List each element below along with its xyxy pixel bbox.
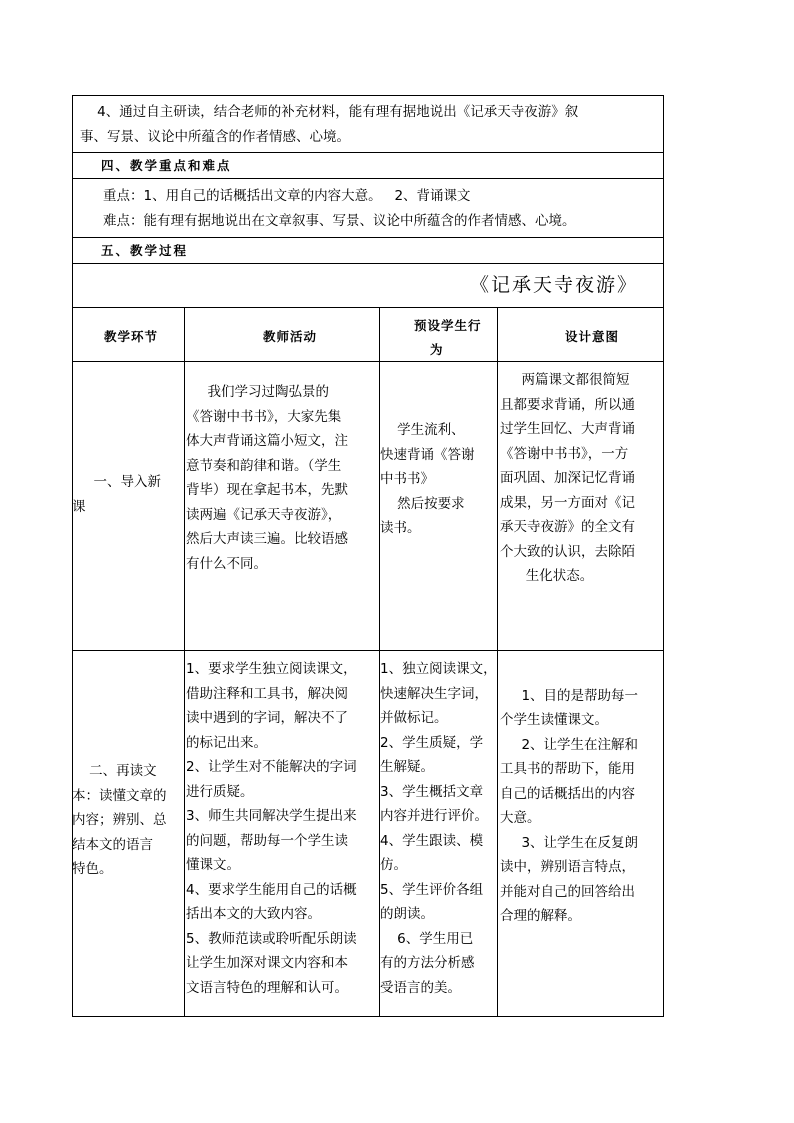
header-stage: 教学环节 (104, 329, 159, 344)
row2-student-line: 受语言的美。 (380, 979, 461, 996)
row2-teacher-line: 的标记出来。 (186, 734, 267, 751)
row2-design-intent (500, 659, 638, 929)
row1-intent-line: 面巩固、加深记忆背诵 (500, 470, 635, 486)
lesson-title: 《记承天寺夜游》 (470, 274, 639, 296)
row1-intent-line: 生化状态。 (500, 568, 594, 584)
row2-teacher-line: 读中遇到的字词，解决不了 (186, 710, 348, 726)
row1-teacher-line: 背毕）现在拿起书本，先默 (186, 482, 348, 498)
row1-intent-line: 过学生回忆、大声背诵 (500, 421, 635, 437)
teaching-focus: 重点：1、用自己的话概括出文章的内容大意。 2、背诵课文 (103, 188, 471, 204)
row2-student-line: 4、学生跟读、模 (380, 832, 484, 849)
row1-intent-line: 个大致的认识，去除陌 (500, 543, 635, 560)
row1-student-line: 学生流利、 (380, 422, 465, 438)
row1-teacher-activity (186, 380, 348, 576)
row1-teacher-line: 我们学习过陶弘景的 (186, 384, 329, 400)
row2-student-line: 仿。 (380, 857, 407, 873)
row2-intent-line: 自己的话概括出的内容 (500, 785, 635, 802)
row1-teacher-line: 意节奏和韵律和谐。（学生 (186, 457, 342, 474)
row2-intent-line (500, 659, 638, 684)
objective-4-line-2: 事、写景、议论中所蕴含的作者情感、心境。 (80, 129, 350, 145)
column-divider (184, 307, 185, 1017)
row2-teacher-line: 文语言特色的理解和认可。 (186, 979, 348, 996)
row1-teacher-line: 有什么不同。 (186, 555, 267, 572)
row1-stage-line: 课 (72, 498, 86, 515)
header-teacher-activity: 教师活动 (263, 329, 318, 344)
row2-teacher-line: 1、要求学生独立阅读课文， (186, 661, 357, 677)
header-design-intent: 设计意图 (565, 329, 620, 344)
row2-teacher-line: 5、教师范读或聆听配乐朗读 (186, 930, 357, 947)
row1-teacher-line: 读两遍《记承天寺夜游》， (186, 506, 342, 523)
row2-teacher-line: 懂课文。 (186, 857, 240, 873)
row2-student-line: 生解疑。 (380, 759, 434, 775)
row1-intent-line: 《答谢中书书》，一方 (500, 445, 629, 462)
row2-intent-line: 读中，辨别语言特点， (500, 859, 635, 875)
row2-stage-line: 特色。 (72, 861, 113, 877)
row2-student-line: 内容并进行评价。 (380, 808, 488, 824)
row1-student-line: 中书书》 (380, 471, 434, 487)
row1-teacher-line: 《答谢中书书》，大家先集 (186, 408, 342, 425)
row2-student-line: 1、独立阅读课文， (380, 661, 497, 677)
row2-student-line: 有的方法分析感 (380, 955, 475, 971)
teaching-difficulty: 难点：能有理有据地说出在文章叙事、写景、议论中所蕴含的作者情感、心境。 (103, 213, 576, 229)
row1-stage (72, 470, 161, 519)
row1-student-line: 读书。 (380, 520, 421, 536)
row1-intent-line: 且都要求背诵，所以通 (500, 396, 635, 413)
row1-intent-line: 承天寺夜游》的全文有 (500, 519, 635, 535)
row1-student-line: 然后按要求 (380, 495, 465, 512)
divider (72, 263, 664, 264)
row2-student-line: 的朗读。 (380, 906, 434, 922)
divider (72, 152, 664, 153)
row2-teacher-activity (186, 657, 357, 1000)
row2-teacher-line: 2、让学生对不能解决的字词 (186, 759, 357, 775)
row2-stage-line: 内容；辨别、总 (72, 812, 167, 828)
row2-teacher-line: 借助注释和工具书，解决阅 (186, 685, 348, 702)
row2-teacher-line: 的问题，帮助每一个学生读 (186, 832, 348, 849)
row1-stage-line: 一、导入新 (72, 474, 161, 490)
row2-stage-line: 本：读懂文章的 (72, 787, 167, 804)
row2-teacher-line: 括出本文的大致内容。 (186, 906, 321, 922)
divider (72, 307, 664, 308)
row2-student-line: 快速解决生字词， (380, 685, 488, 702)
row2-student-line: 5、学生评价各组 (380, 881, 484, 898)
row2-teacher-line: 3、师生共同解决学生提出来 (186, 808, 357, 824)
row1-teacher-line: 然后大声读三遍。比较语感 (186, 531, 348, 547)
row2-intent-line: 并能对自己的回答给出 (500, 883, 635, 900)
objective-4-line-1: 4、通过自主研读，结合老师的补充材料，能有理有据地说出《记承天寺夜游》叙 (80, 104, 579, 120)
row2-intent-line: 3、让学生在反复朗 (500, 834, 639, 851)
row1-teacher-line: 体大声背诵这篇小短文，注 (186, 433, 348, 449)
row2-stage-line: 结本文的语言 (72, 836, 153, 853)
row1-intent-line: 成果，另一方面对《记 (500, 494, 635, 511)
row2-intent-line: 大意。 (500, 810, 541, 826)
row2-stage-line: 二、再读文 (72, 763, 157, 779)
row2-intent-line: 工具书的帮助下，能用 (500, 761, 635, 777)
column-divider (497, 307, 498, 1017)
divider (72, 650, 664, 651)
row1-student-behavior (380, 418, 475, 541)
row1-student-line: 快速背诵《答谢 (380, 446, 475, 463)
divider (72, 178, 664, 179)
row2-teacher-line: 让学生加深对课文内容和本 (186, 955, 348, 971)
section-4-heading: 四、教学重点和难点 (101, 158, 232, 173)
row2-student-line: 2、学生质疑，学 (380, 734, 484, 751)
row2-student-line: 6、学生用已 (380, 930, 474, 947)
row2-teacher-line: 进行质疑。 (186, 783, 254, 800)
row2-intent-line: 个学生读懂课文。 (500, 712, 608, 728)
section-5-heading: 五、教学过程 (101, 243, 189, 258)
row2-stage (72, 759, 167, 882)
divider (72, 361, 664, 362)
row2-student-line: 并做标记。 (380, 710, 448, 726)
row1-design-intent (500, 368, 635, 589)
row1-intent-line: 两篇课文都很简短 (500, 372, 630, 388)
header-student-behavior: 预设学生行 (414, 318, 482, 333)
row2-intent-line: 2、让学生在注解和 (500, 736, 639, 753)
header-student-behavior-line-2: 为 (430, 342, 444, 357)
row2-intent-line: 1、目的是帮助每一 (500, 687, 639, 704)
row2-student-line: 3、学生概括文章 (380, 783, 484, 800)
row2-teacher-line: 4、要求学生能用自己的话概 (186, 881, 357, 898)
row2-student-behavior (380, 657, 497, 1000)
row2-intent-line: 合理的解释。 (500, 908, 581, 924)
divider (72, 237, 664, 238)
